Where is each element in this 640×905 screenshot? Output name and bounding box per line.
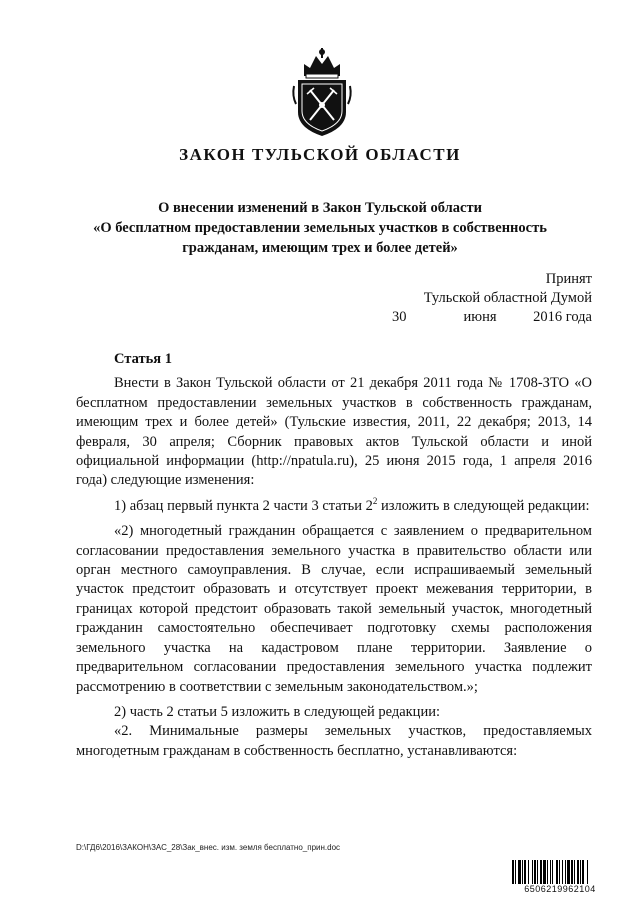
barcode-bar [571, 860, 573, 884]
adoption-block [392, 270, 592, 327]
barcode-bar [528, 860, 529, 884]
barcode-bar [540, 860, 542, 884]
barcode-bar [543, 860, 546, 884]
law-subject [60, 198, 580, 258]
amendment-item-2: 2) часть 2 статьи 5 изложить в следующей редакции: [114, 703, 440, 720]
barcode-bar [559, 860, 560, 884]
tula-coat-of-arms-emblem [290, 46, 354, 138]
subject-line: «О бесплатном предоставлении земельных участков в собственность [93, 220, 547, 236]
barcode-bar [515, 860, 516, 884]
barcode-bar [547, 860, 548, 884]
barcode-bar [550, 860, 551, 884]
amendment-quote-2: «2. Минимальные размеры земельных участков, предоставляемых многодетным гражданам в собственность бесплатно, устанавливаются: [76, 723, 592, 759]
barcode-bar [534, 860, 536, 884]
item-1-text: 1) абзац первый пункта 2 части 3 статьи 2 [114, 497, 373, 514]
barcode-bar [518, 860, 521, 884]
article-body [76, 350, 592, 761]
barcode-bar [567, 860, 570, 884]
adoption-year: 2016 года [533, 309, 592, 325]
barcode-bar [552, 860, 553, 884]
barcode-bar [562, 860, 563, 884]
amendment-item-1 [76, 497, 592, 516]
article-heading: Статья 1 [114, 351, 172, 367]
item-1-superscript: 2 [372, 496, 378, 507]
article-intro: Внести в Закон Тульской области от 21 декабря 2011 года № 1708-ЗТО «О бесплатном предоставлении земельных участков в собственность гражданам, имеющим трех и более детей» (Тульские известия, 2011, 22 декабря; 2013, 14 февраля, 30 апреля; Сборник правовых актов Тульской области и иной официальной информации (http://npatula.ru), 25 июня 2015 года, 1 апреля 2016 года) следующие изменения: [76, 375, 592, 489]
barcode-bar [537, 860, 538, 884]
adopted-by: Тульской областной Думой [423, 290, 592, 306]
barcode-bar [522, 860, 523, 884]
barcode-bar [574, 860, 575, 884]
adoption-month: июня [463, 309, 497, 325]
barcode-bar [524, 860, 526, 884]
barcode-bar [577, 860, 579, 884]
barcode-bar [556, 860, 558, 884]
adoption-day: 30 [392, 309, 407, 325]
subject-line: О внесении изменений в Закон Тульской области [158, 200, 482, 216]
amendment-quote-1: «2) многодетный гражданин обращается с заявлением о предварительном согласовании предоставления земельного участка в правительство области или орган местного самоуправления. В случае, если испрашиваемый земельный участок предстоит образовать и отсутствует проект межевания территории, в границах которой предстоит образовать такой земельный участок, многодетный гражданин самостоятельно обеспечивает подготовку схемы расположения земельного участка на кадастровом плане территории. Заявление о предварительном согласовании предоставления земельного участка подлежит рассмотрению в соответствии с земельным законодательством.»; [76, 523, 592, 695]
barcode-bar [532, 860, 533, 884]
barcode-bars [512, 860, 608, 884]
adopted-label: Принят [545, 271, 592, 287]
barcode-bar [587, 860, 588, 884]
barcode-bar [512, 860, 514, 884]
subject-line: гражданам, имеющим трех и более детей» [182, 240, 458, 256]
barcode-number: 6506219962104 [524, 884, 596, 894]
barcode-bar [565, 860, 566, 884]
law-title: ЗАКОН ТУЛЬСКОЙ ОБЛАСТИ [179, 145, 461, 164]
barcode-bar [580, 860, 581, 884]
barcode-bar [582, 860, 584, 884]
item-1-text-end: изложить в следующей редакции: [377, 497, 590, 514]
adoption-date [392, 308, 592, 327]
file-path: D:\ГД6\2016\ЗАКОН\ЗАС_28\Зак_внес. изм. земля бесплатно_прин.doc [76, 843, 341, 852]
barcode [512, 860, 608, 896]
